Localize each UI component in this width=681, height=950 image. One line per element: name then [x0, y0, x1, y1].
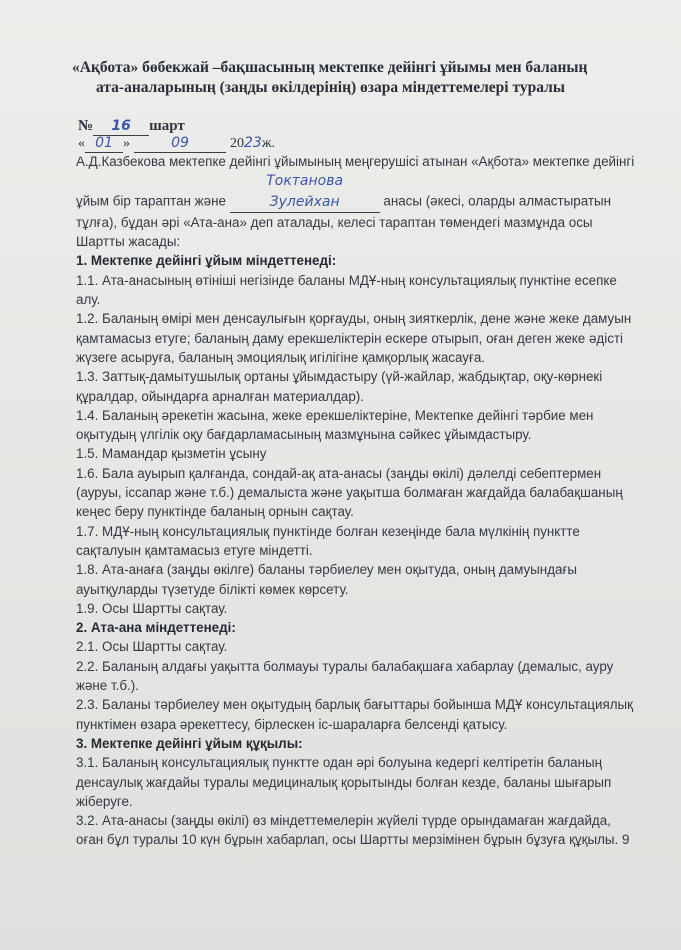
number-suffix: шарт: [149, 118, 185, 134]
intro-paragraph: [76, 152, 636, 251]
date-day: 01: [95, 135, 113, 151]
clause-1-7: 1.7. МДҰ-ның консультациялық пунктінде болған кезеңінде бала мүлкінің пунктте сақталуын қамтамасыз етуге міндетті.: [76, 523, 580, 558]
clause-1-3: 1.3. Заттық-дамытушылық ортаны ұйымдастыру (үй-жайлар, жабдықтар, оқу-көрнекі құралдар, ойындарға арналған материалдар).: [76, 369, 603, 404]
date-open-quote: «: [78, 136, 85, 151]
section-3-heading: 3. Мектепке дейінгі ұйым құқылы:: [76, 735, 303, 751]
intro-text-2: анасы (әкесі, оларды алмастыратын тұлға), бұдан әрі «Ата-ана» деп аталады, келесі тараптан төмендегі мазмұнда осы Шартты жасады:: [76, 193, 612, 250]
number-label: №: [78, 118, 94, 134]
section-2-heading: 2. Ата-ана міндеттенеді:: [76, 620, 236, 636]
date-year-suffix: ж.: [261, 136, 276, 151]
clause-1-9: 1.9. Осы Шартты сақтау.: [76, 600, 228, 616]
date-month: 09: [171, 135, 189, 151]
date-year-value: 23: [244, 135, 262, 151]
clause-3-2: 3.2. Ата-анасы (заңды өкілі) өз міндеттемелерін жүйелі түрде орындамаған жағдайда, оған бұл туралы 10 күн бұрын хабарлап, осы Шартты мерзімінен бұрын бұзуға құқылы. 9: [76, 813, 630, 848]
date-close-quote: »: [123, 136, 130, 151]
clause-2-3: 2.3. Баланы тәрбиелеу мен оқытудың барлық бағыттары бойынша МДҰ консультациялық пунктімен өзара әрекеттесу, бірлескен іс-шараларға белсенді қатысу.: [76, 697, 634, 732]
parent-signature: Токтанова Зулейхан: [266, 173, 344, 210]
number-value: 16: [111, 118, 131, 134]
intro-text-1: А.Д.Казбекова мектепке дейінгі ұйымының меңгерушісі атынан «Ақбота» мектепке дейінгі ұйым бір тараптан және: [76, 154, 635, 209]
date-year-prefix: 20: [230, 136, 244, 151]
clause-1-5: 1.5. Мамандар қызметін ұсыну: [76, 446, 267, 462]
clause-1-4: 1.4. Баланың әрекетін жасына, жеке ерекшеліктеріне, Мектепке дейінгі тәрбие мен оқытудың үлгілік оқу бағдарламасының мазмұнына сәйкес ұйымдастыру.: [76, 407, 594, 443]
document-body: [76, 152, 636, 850]
contract-number: [78, 118, 185, 136]
contract-date: [78, 135, 275, 153]
document-title: [60, 58, 660, 98]
clause-3-1: 3.1. Баланың консультациялық пунктте одан әрі болуына кедергі келтіретін баланың денсаулық жағдайы туралы медициналық қорытынды болған кезде, баланы шығарып жіберуге.: [76, 755, 612, 809]
title-line-2: ата-аналарының (заңды өкілдерінің) өзара міндеттемелері туралы: [96, 79, 565, 96]
section-1-heading: 1. Мектепке дейінгі ұйым міндеттенеді:: [76, 253, 337, 269]
title-line-1: «Ақбота» бөбекжай –бақшасының мектепке дейінгі ұйымы мен баланың: [72, 59, 588, 76]
clause-1-2: 1.2. Баланың өмірі мен денсаулығын қорғауды, оның зияткерлік, дене және жеке дамуын қамтамасыз етуге; баланың даму ерекшеліктерін ескере отырып, оған деген жеке әдісті жүзеге асыруға, баланың эмоциялық игілігіне қамқорлық жасауға.: [76, 311, 632, 365]
clause-1-6: 1.6. Бала ауырып қалғанда, сондай-ақ ата-анасы (заңды өкілі) дәлелді себептермен (ауруы, іссапар және т.б.) демалыста және уақытша болмаған жағдайда балабақшаның кеңес беру пунктінде баланың орнын сақтау.: [76, 465, 623, 520]
clause-1-1: 1.1. Ата-анасының өтініші негізінде баланы МДҰ-ның консультациялық пунктіне есепке алу.: [76, 272, 617, 308]
clause-2-2: 2.2. Баланың алдағы уақытта болмауы туралы балабақшаға хабарлау (демалыс, ауру және т.б.).: [76, 658, 614, 694]
clause-2-1: 2.1. Осы Шартты сақтау.: [76, 639, 228, 655]
clause-1-8: 1.8. Ата-анаға (заңды өкілге) баланы тәрбиелеу мен оқытуда, оның дамуындағы ауытқуларды түзетуде білікті көмек көрсету.: [76, 562, 577, 597]
